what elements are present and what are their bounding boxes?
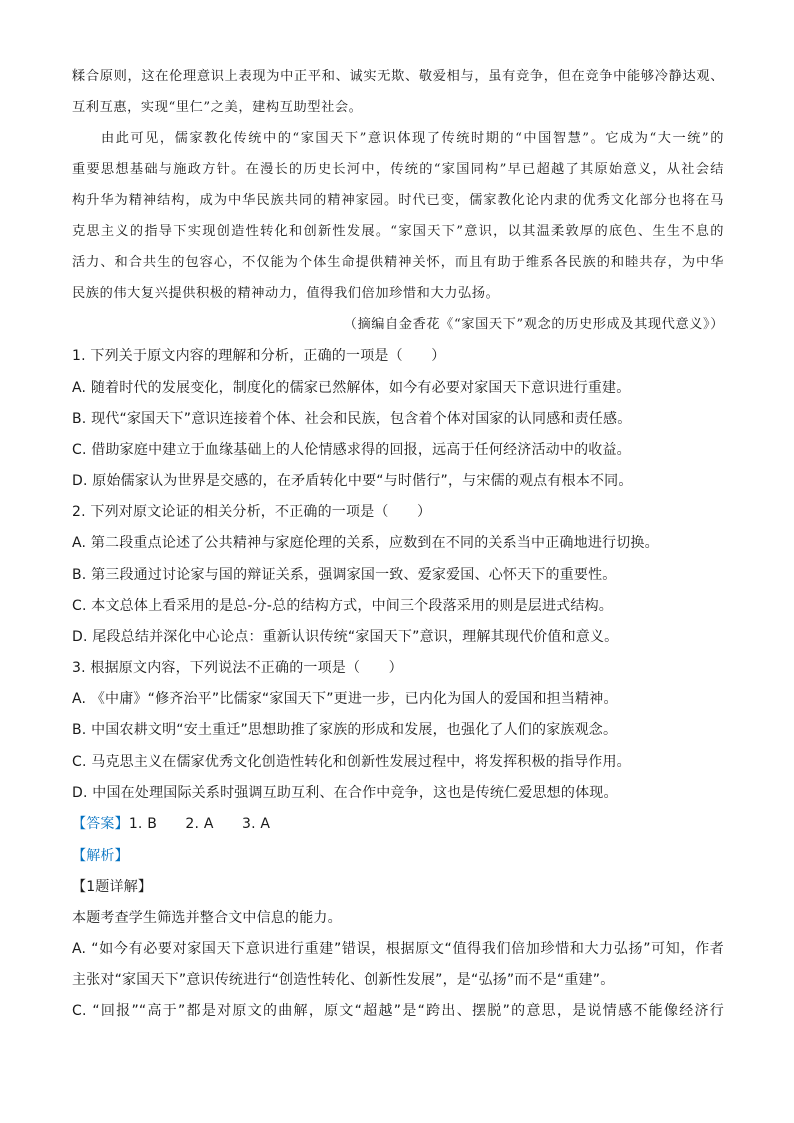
analysis-subheading: 【1题详解】 bbox=[72, 879, 153, 895]
passage-line: 由此可见，儒家教化传统中的“家国天下”意识体现了传统时期的“中国智慧”。它成为“大一统”的 bbox=[101, 131, 724, 146]
question-stem: 2. 下列对原文论证的相关分析，不正确的一项是（ ） bbox=[72, 504, 432, 520]
question-option: D. 中国在处理国际关系时强调互助互利、在合作中竞争，这也是传统仁爱思想的体现。 bbox=[72, 785, 618, 801]
answer-values: 1. B 2. A 3. A bbox=[128, 816, 271, 832]
answer-label: 【答案】 bbox=[72, 816, 129, 832]
analysis-intro: 本题考查学生筛选并整合文中信息的能力。 bbox=[72, 910, 342, 926]
passage-line: 克思主义的指导下实现创造性转化和创新性发展。“家国天下”意识，以其温柔敦厚的底色、生生不息的 bbox=[72, 224, 724, 239]
question-option: A. 第二段重点论述了公共精神与家庭伦理的关系，应数到在不同的关系当中正确地进行切换。 bbox=[72, 535, 659, 551]
analysis-line: C. “回报”“高于”都是对原文的曲解，原文“超越”是“跨出、摆脱”的意思，是说情感不能像经济行 bbox=[72, 1003, 724, 1019]
question-stem: 3. 根据原文内容，下列说法不正确的一项是（ ） bbox=[72, 660, 403, 676]
analysis-line: A. “如今有必要对家国天下意识进行重建”错误，根据原文“值得我们倍加珍惜和大力弘扬”可知，作者 bbox=[72, 941, 724, 957]
question-stem: 1. 下列关于原文内容的理解和分析，正确的一项是（ ） bbox=[72, 348, 446, 364]
analysis-line: 主张对“家国天下”意识传统进行“创造性转化、创新性发展”，是“弘扬”而不是“重建”。 bbox=[72, 972, 615, 988]
question-option: B. 第三段通过讨论家与国的辩证关系，强调家国一致、爱家爱国、心怀天下的重要性。 bbox=[72, 567, 617, 583]
passage-line: 糅合原则，这在伦理意识上表现为中正平和、诚实无欺、敬爱相与，虽有竞争，但在竞争中能够冷静达观、 bbox=[72, 69, 724, 84]
question-option: D. 尾段总结并深化中心论点：重新认识传统“家国天下”意识，理解其现代价值和意义。 bbox=[72, 629, 619, 645]
question-option: C. 借助家庭中建立于血缘基础上的人伦情感求得的回报，远高于任何经济活动中的收益。 bbox=[72, 442, 631, 458]
question-option: B. 现代“家国天下”意识连接着个体、社会和民族，包含着个体对国家的认同感和责任感。 bbox=[72, 411, 632, 427]
question-option: C. 本文总体上看采用的是总-分-总的结构方式，中间三个段落采用的则是层进式结构。 bbox=[72, 598, 613, 614]
analysis-label: 【解析】 bbox=[72, 848, 129, 864]
question-option: C. 马克思主义在儒家优秀文化创造性转化和创新性发展过程中，将发挥积极的指导作用。 bbox=[72, 754, 631, 770]
passage-line: 重要思想基础与施政方针。在漫长的历史长河中，传统的“家国同构”早已超越了其原始意义，从社会结 bbox=[72, 162, 724, 177]
question-option: B. 中国农耕文明“安土重迁”思想助推了家族的形成和发展，也强化了人们的家族观念。 bbox=[72, 722, 618, 738]
question-option: A. 《中庸》“修齐治平”比儒家“家国天下”更进一步，已内化为国人的爱国和担当精神。 bbox=[72, 691, 618, 707]
passage-source: （摘编自金香花《“家国天下”观念的历史形成及其现代意义》） bbox=[343, 317, 724, 332]
passage-line: 构升华为精神结构，成为中华民族共同的精神家园。时代已变，儒家教化论内隶的优秀文化部分也将在马 bbox=[72, 193, 724, 208]
passage-line: 互利互惠，实现“里仁”之美，建构互助型社会。 bbox=[72, 100, 363, 115]
answer-row bbox=[72, 814, 724, 834]
passage-line: 活力、和合共生的包容心，不仅能为个体生命提供精神关怀，而且有助于维系各民族的和睦共存，为中华 bbox=[72, 255, 724, 270]
question-option: A. 随着时代的发展变化，制度化的儒家已然解体，如今有必要对家国天下意识进行重建。 bbox=[72, 380, 631, 396]
passage-line: 民族的伟大复兴提供积极的精神动力，值得我们倍加珍惜和大力弘扬。 bbox=[72, 286, 500, 301]
question-option: D. 原始儒家认为世界是交感的，在矛盾转化中要“与时偕行”，与宋儒的观点有根本不同。 bbox=[72, 473, 633, 489]
